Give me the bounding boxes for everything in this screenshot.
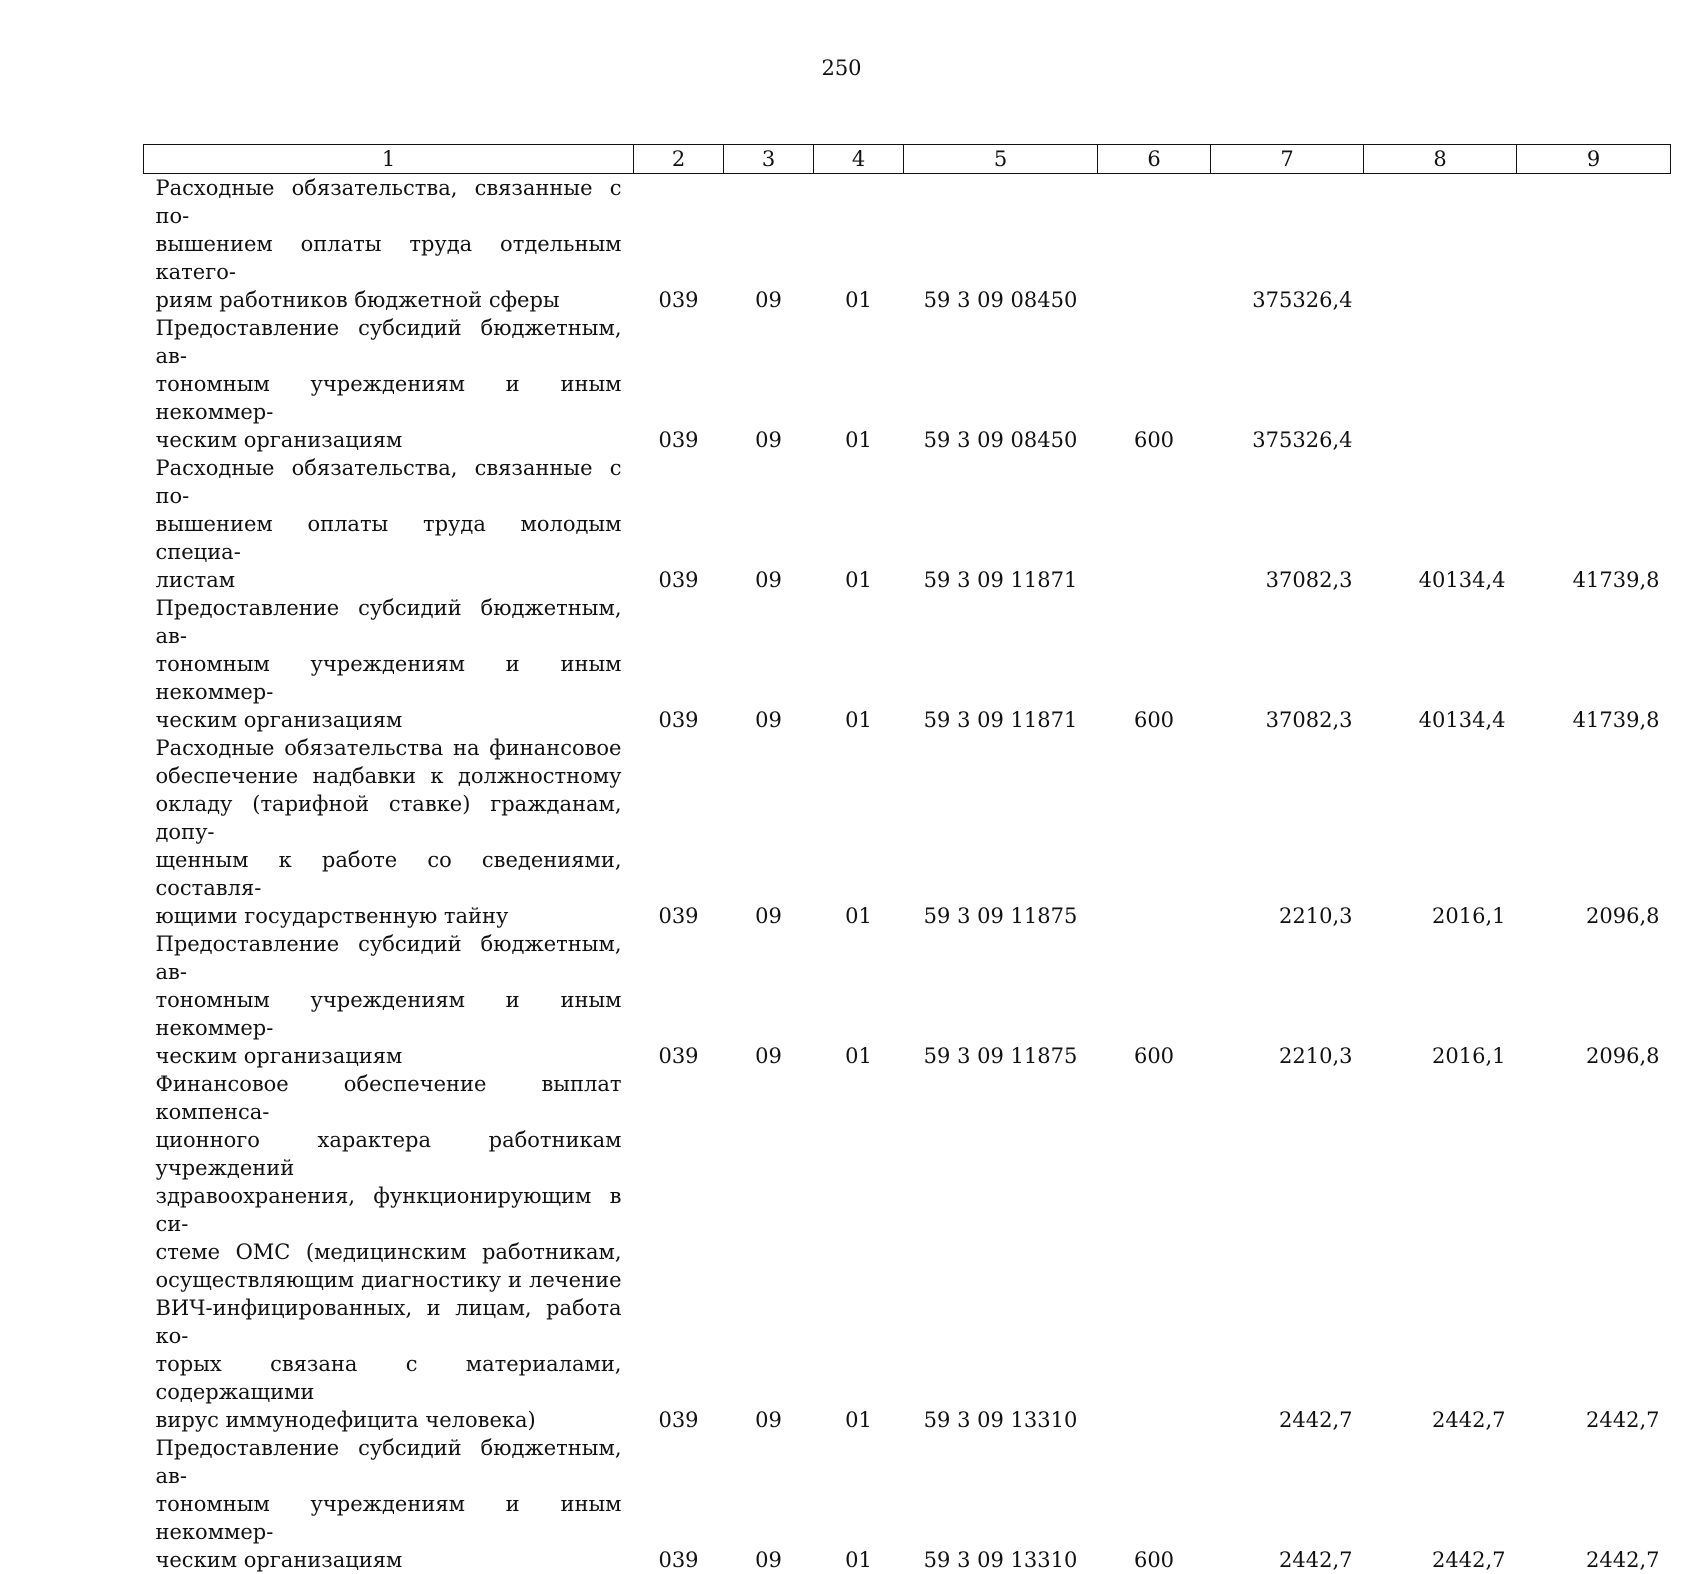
amount-col-8-cell: 2442,7: [1364, 1434, 1517, 1574]
expense-type-cell: 600: [1098, 594, 1211, 734]
row-description: [144, 1070, 634, 1434]
header-cell-7: 7: [1211, 145, 1364, 174]
section-cell: 09: [724, 1434, 814, 1574]
description-line: тономным учреждениям и иным некоммер-: [156, 986, 622, 1042]
header-cell-3: 3: [724, 145, 814, 174]
target-article-cell: 59 3 09 11875: [904, 734, 1098, 930]
gl-code-cell: 039: [634, 1434, 724, 1574]
description-line: здравоохранения, функционирующим в си-: [156, 1182, 622, 1238]
description-line: ческим организациям: [156, 1546, 622, 1574]
target-article-cell: 59 3 09 11875: [904, 930, 1098, 1070]
target-article-cell: 59 3 09 13310: [904, 1070, 1098, 1434]
expense-type-cell: [1098, 174, 1211, 315]
subsection-cell: 01: [814, 454, 904, 594]
amount-col-7-cell: 375326,4: [1211, 174, 1364, 315]
description-line: ционного характера работникам учреждений: [156, 1126, 622, 1182]
header-cell-9: 9: [1517, 145, 1671, 174]
amount-col-9-cell: 2442,7: [1517, 1070, 1671, 1434]
description-line: Предоставление субсидий бюджетным, ав-: [156, 594, 622, 650]
expense-type-cell: 600: [1098, 314, 1211, 454]
description-line: Предоставление субсидий бюджетным, ав-: [156, 314, 622, 370]
table-row: [144, 314, 1671, 454]
row-description: [144, 454, 634, 594]
table-row: [144, 1070, 1671, 1434]
description-line: тономным учреждениям и иным некоммер-: [156, 370, 622, 426]
gl-code-cell: 039: [634, 734, 724, 930]
description-line: тономным учреждениям и иным некоммер-: [156, 1490, 622, 1546]
table-body: [144, 174, 1671, 1574]
row-description: [144, 1434, 634, 1574]
amount-col-9-cell: 2096,8: [1517, 734, 1671, 930]
row-description: [144, 930, 634, 1070]
amount-col-8-cell: 40134,4: [1364, 454, 1517, 594]
section-cell: 09: [724, 454, 814, 594]
amount-col-7-cell: 2442,7: [1211, 1070, 1364, 1434]
amount-col-9-cell: 41739,8: [1517, 594, 1671, 734]
expense-type-cell: 600: [1098, 1434, 1211, 1574]
section-cell: 09: [724, 930, 814, 1070]
section-cell: 09: [724, 1070, 814, 1434]
target-article-cell: 59 3 09 13310: [904, 1434, 1098, 1574]
page-number: 250: [0, 56, 1697, 80]
description-line: тономным учреждениям и иным некоммер-: [156, 650, 622, 706]
amount-col-9-cell: 41739,8: [1517, 454, 1671, 594]
description-line: ческим организациям: [156, 1042, 622, 1070]
table-row: [144, 454, 1671, 594]
description-line: щенным к работе со сведениями, составля-: [156, 846, 622, 902]
amount-col-8-cell: [1364, 174, 1517, 315]
table-row: [144, 1434, 1671, 1574]
description-line: Расходные обязательства, связанные с по-: [156, 174, 622, 230]
target-article-cell: 59 3 09 11871: [904, 454, 1098, 594]
expense-type-cell: 600: [1098, 930, 1211, 1070]
section-cell: 09: [724, 174, 814, 315]
amount-col-7-cell: 375326,4: [1211, 314, 1364, 454]
header-cell-1: 1: [144, 145, 634, 174]
gl-code-cell: 039: [634, 314, 724, 454]
gl-code-cell: 039: [634, 174, 724, 315]
row-description: [144, 314, 634, 454]
header-cell-2: 2: [634, 145, 724, 174]
description-line: ВИЧ-инфицированных, и лицам, работа ко-: [156, 1294, 622, 1350]
table-row: [144, 930, 1671, 1070]
amount-col-7-cell: 2210,3: [1211, 930, 1364, 1070]
amount-col-8-cell: 2016,1: [1364, 930, 1517, 1070]
description-line: Расходные обязательства, связанные с по-: [156, 454, 622, 510]
table-row: [144, 174, 1671, 315]
gl-code-cell: 039: [634, 454, 724, 594]
subsection-cell: 01: [814, 1070, 904, 1434]
subsection-cell: 01: [814, 594, 904, 734]
subsection-cell: 01: [814, 734, 904, 930]
description-line: Финансовое обеспечение выплат компенса-: [156, 1070, 622, 1126]
table-header: [144, 145, 1671, 174]
section-cell: 09: [724, 314, 814, 454]
amount-col-8-cell: 2442,7: [1364, 1070, 1517, 1434]
amount-col-9-cell: [1517, 174, 1671, 315]
description-line: стеме ОМС (медицинским работникам,: [156, 1238, 622, 1266]
amount-col-7-cell: 2442,7: [1211, 1434, 1364, 1574]
target-article-cell: 59 3 09 11871: [904, 594, 1098, 734]
description-line: торых связана с материалами, содержащими: [156, 1350, 622, 1406]
amount-col-8-cell: 2016,1: [1364, 734, 1517, 930]
description-line: Предоставление субсидий бюджетным, ав-: [156, 930, 622, 986]
subsection-cell: 01: [814, 314, 904, 454]
description-line: ческим организациям: [156, 706, 622, 734]
header-row: [144, 145, 1671, 174]
target-article-cell: 59 3 09 08450: [904, 314, 1098, 454]
description-line: ческим организациям: [156, 426, 622, 454]
amount-col-7-cell: 37082,3: [1211, 594, 1364, 734]
description-line: осуществляющим диагностику и лечение: [156, 1266, 622, 1294]
amount-col-9-cell: 2096,8: [1517, 930, 1671, 1070]
description-line: Расходные обязательства на финансовое: [156, 734, 622, 762]
row-description: [144, 594, 634, 734]
header-cell-6: 6: [1098, 145, 1211, 174]
amount-col-8-cell: [1364, 314, 1517, 454]
header-cell-5: 5: [904, 145, 1098, 174]
amount-col-9-cell: [1517, 314, 1671, 454]
amount-col-8-cell: 40134,4: [1364, 594, 1517, 734]
description-line: Предоставление субсидий бюджетным, ав-: [156, 1434, 622, 1490]
amount-col-9-cell: 2442,7: [1517, 1434, 1671, 1574]
row-description: [144, 174, 634, 315]
description-line: вирус иммунодефицита человека): [156, 1406, 622, 1434]
target-article-cell: 59 3 09 08450: [904, 174, 1098, 315]
subsection-cell: 01: [814, 930, 904, 1070]
gl-code-cell: 039: [634, 930, 724, 1070]
budget-table: [143, 144, 1671, 1574]
gl-code-cell: 039: [634, 1070, 724, 1434]
description-line: ющими государственную тайну: [156, 902, 622, 930]
amount-col-7-cell: 2210,3: [1211, 734, 1364, 930]
section-cell: 09: [724, 734, 814, 930]
description-line: вышением оплаты труда отдельным катего-: [156, 230, 622, 286]
table-row: [144, 594, 1671, 734]
description-line: вышением оплаты труда молодым специа-: [156, 510, 622, 566]
expense-type-cell: [1098, 1070, 1211, 1434]
description-line: окладу (тарифной ставке) гражданам, допу-: [156, 790, 622, 846]
subsection-cell: 01: [814, 174, 904, 315]
subsection-cell: 01: [814, 1434, 904, 1574]
expense-type-cell: [1098, 734, 1211, 930]
amount-col-7-cell: 37082,3: [1211, 454, 1364, 594]
table-row: [144, 734, 1671, 930]
description-line: риям работников бюджетной сферы: [156, 286, 622, 314]
description-line: листам: [156, 566, 622, 594]
description-line: обеспечение надбавки к должностному: [156, 762, 622, 790]
gl-code-cell: 039: [634, 594, 724, 734]
section-cell: 09: [724, 594, 814, 734]
header-cell-8: 8: [1364, 145, 1517, 174]
expense-type-cell: [1098, 454, 1211, 594]
header-cell-4: 4: [814, 145, 904, 174]
row-description: [144, 734, 634, 930]
